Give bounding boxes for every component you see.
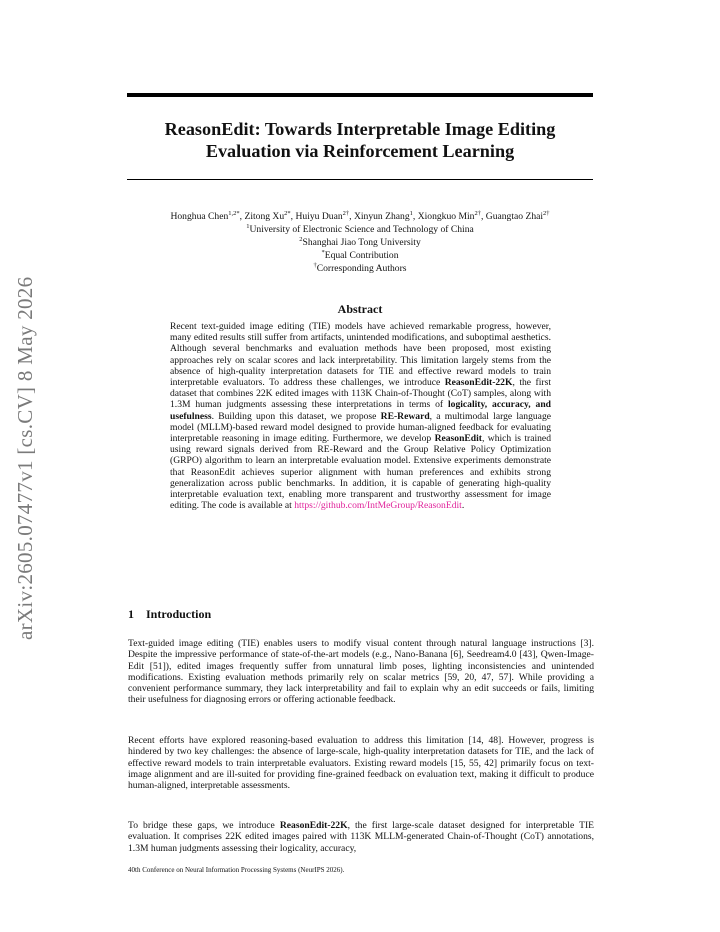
abstract-body xyxy=(170,321,551,511)
author-list: Honghua Chen$^{1,2*}$, Zitong $Xu^{2*}$, Huiyu Duan$^{2\dagger}$, Xinyun Zhang$^1$, Xiongkuo Min$^{2\dagger}$, Guangtao Zhai$^{2\dagger}$ xyxy=(170,209,550,222)
abstract-text-segment: . xyxy=(461,500,465,512)
abstract-bold-reward-model: RE-Reward xyxy=(380,410,430,422)
title-top-rule xyxy=(127,93,593,97)
intro-paragraph-1: Text-guided image editing (TIE) enables users to modify visual content through natural language instructions [3]. Despite the impressive performance of state-of-the-art models (e.g., Nano-Banana [6], Seedream4.0 [43], Qwen-Image-Edit [51]), edited images frequently suffer from unnatural limb poses, lighting inconsistencies and unintended modifications. Existing evaluation methods primarily rely on scalar metrics [59, 20, 47, 57]. While providing a convenient performance summary, they lack interpretability and fail to explain why an edit succeeds or fails, limiting their usefulness for diagnosing errors or offering actionable feedback. xyxy=(128,638,594,706)
author-name: Xiongkuo Min xyxy=(417,211,475,222)
affiliation-text: Equal Contribution xyxy=(324,250,399,261)
abstract-text-segment: . Building upon this dataset, we propose xyxy=(211,410,381,422)
author-mark: 2† xyxy=(474,209,481,217)
abstract-text-segment: , the first dataset that combines 22K edited images with 113K Chain-of-Thought (CoT) samples, along with 1.3M human judgments assessing these interpretations in terms of xyxy=(170,377,551,411)
affiliation-line xyxy=(110,249,610,262)
abstract-bold-criteria: logicality, accuracy, and usefulness xyxy=(170,399,551,422)
section-number: 1 xyxy=(128,607,134,621)
affiliation-mark: 2 xyxy=(299,235,303,243)
author-name: Huiyu Duan xyxy=(295,211,343,222)
author-mark: 1,2* xyxy=(228,209,240,217)
author-mark: 2† xyxy=(342,209,350,217)
author-block xyxy=(110,210,610,275)
arxiv-identifier: arXiv:2605.07477v1 [cs.CV] 8 May 2026 xyxy=(13,276,37,640)
author-name: Guangtao Zhai xyxy=(485,211,544,222)
affiliation-line xyxy=(110,236,610,249)
author-mark: 2* xyxy=(284,209,291,217)
affiliation-mark: † xyxy=(313,261,317,269)
affiliation-line xyxy=(110,262,610,275)
author-mark: 2† xyxy=(543,209,550,217)
author-mark: 1 xyxy=(409,209,413,217)
paper-title xyxy=(127,118,593,162)
abstract-text-segment: , which is trained using reward signals derived from RE-Reward and the Group Relative Policy Optimization (GRPO) algorithm to learn an interpretable evaluation model. Extensive experiments demonstrate that ReasonEdit achieves superior alignment with human preferences and exhibits strong generalization across public benchmarks. In addition, it is capable of generating high-quality interpretable evaluation text, enabling more transparent and trustworthy assessment for image editing. The code is available at xyxy=(170,433,551,512)
code-repository-link[interactable]: https://github.com/IntMeGroup/ReasonEdit xyxy=(294,500,462,512)
title-line-2: Evaluation via Reinforcement Learning xyxy=(205,141,515,161)
abstract-text-segment: , a multimodal large language model (MLLM)-based reward model designed to provide human-aligned feedback for evaluating interpretable reasoning in image editing. Furthermore, we develop xyxy=(170,410,551,445)
abstract-bold-dataset: ReasonEdit-22K xyxy=(444,377,513,389)
intro-paragraph-3 xyxy=(128,820,594,854)
title-bottom-rule xyxy=(127,179,593,180)
section-title: Introduction xyxy=(146,607,212,621)
affiliation-text: Corresponding Authors xyxy=(316,263,407,274)
author-name: Xinyun Zhang xyxy=(353,211,410,222)
author-name: Honghua Chen xyxy=(170,211,229,222)
intro-paragraph-2: Recent efforts have explored reasoning-based evaluation to address this limitation [14, 48]. However, progress is hindered by two key challenges: the absence of large-scale, high-quality interpretation datasets for TIE, and the lack of effective reward models to train interpretable evaluators. Existing reward models [15, 55, 42] primarily focus on text-image alignment and are ill-suited for providing fine-grained feedback on evaluation text, making it difficult to produce human-aligned, interpretable assessments. xyxy=(128,735,594,792)
paragraph-text-segment: To bridge these gaps, we introduce xyxy=(128,820,280,831)
title-line-1: ReasonEdit: Towards Interpretable Image Editing xyxy=(164,119,556,139)
author-name: Zitong Xu xyxy=(244,211,285,222)
paragraph-bold-dataset: ReasonEdit-22K xyxy=(279,820,348,831)
affiliation-line xyxy=(110,223,610,236)
section-heading-introduction xyxy=(128,607,211,622)
paragraph-text-segment: , the first large-scale dataset designed for interpretable TIE evaluation. It comprises 22K edited images paired with 113K MLLM-generated Chain-of-Thought (CoT) annotations, 1.3M human judgments assessing their logicality, accuracy, xyxy=(128,820,595,854)
conference-footnote: 40th Conference on Neural Information Processing Systems (NeurIPS 2026). xyxy=(128,866,345,874)
abstract-text-segment: Recent text-guided image editing (TIE) models have achieved remarkable progress, however, many edited results still suffer from artifacts, unintended modifications, and suboptimal aesthetics. Although several benchmarks and evaluation methods have been proposed, most existing approaches rely on scalar scores and lack interpretability. This limitation largely stems from the absence of high-quality interpretation datasets for TIE and effective reward models to train interpretable evaluators. To address these challenges, we introduce xyxy=(170,321,551,389)
abstract-heading: Abstract xyxy=(337,302,383,316)
affiliation-mark: * xyxy=(321,248,325,256)
affiliation-text: University of Electronic Science and Technology of China xyxy=(249,224,474,235)
affiliation-text: Shanghai Jiao Tong University xyxy=(302,237,421,248)
abstract-bold-method: ReasonEdit xyxy=(434,433,483,445)
affiliation-mark: 1 xyxy=(246,222,250,230)
